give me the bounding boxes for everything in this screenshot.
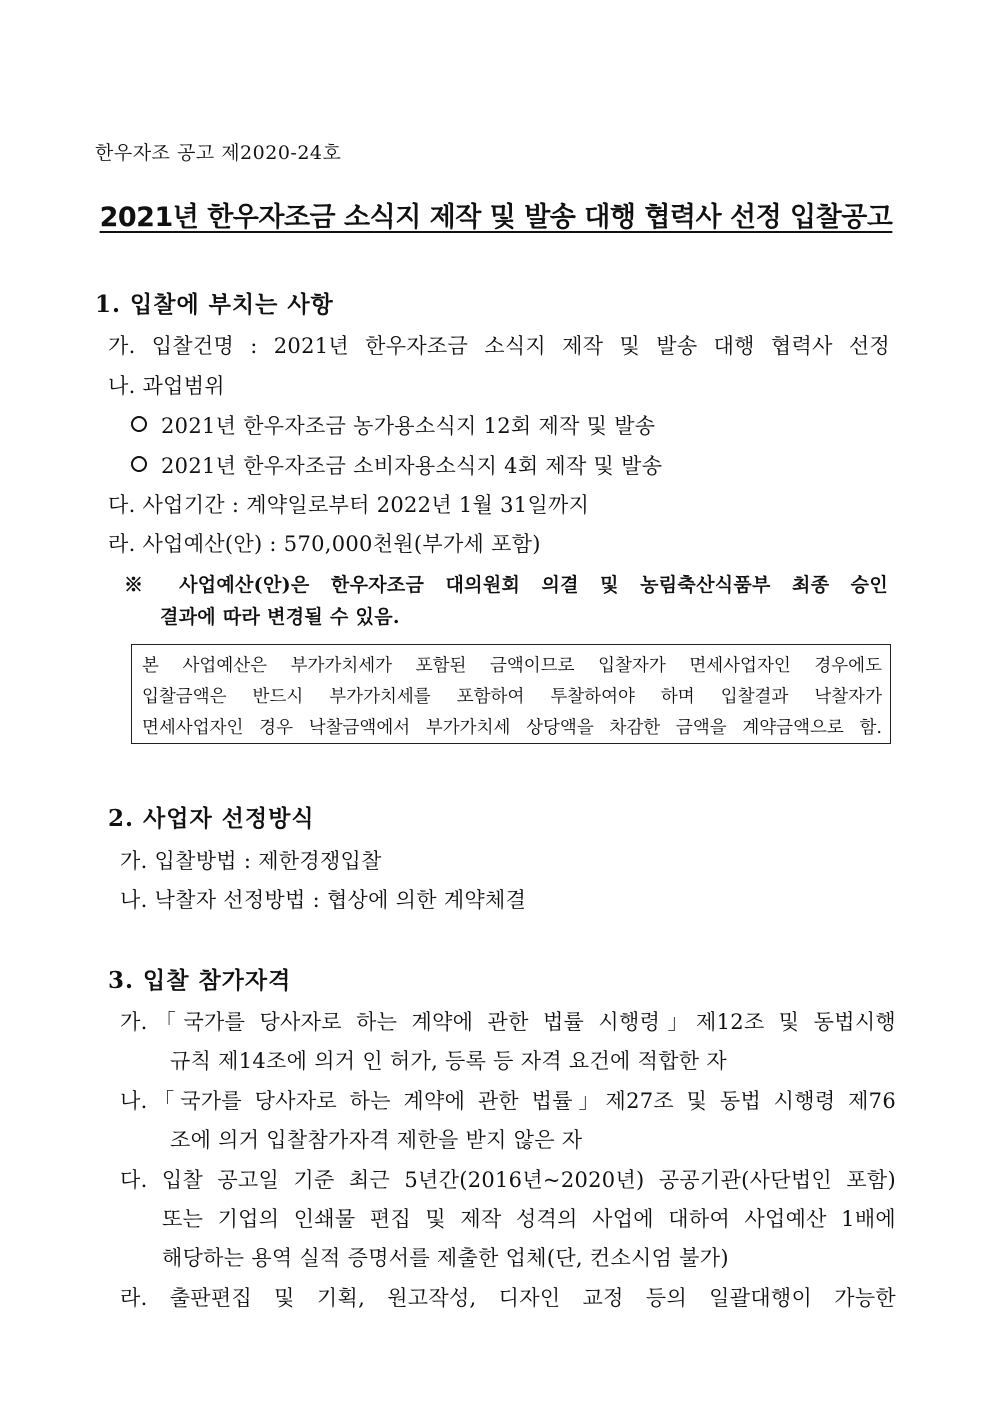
circle-bullet-icon [131,416,147,432]
section3-item-na-line2: 조에 의거 입찰참가자격 제한을 받지 않은 자 [170,1128,583,1152]
section3-item-da-line2: 또는 기업의 인쇄물 편집 및 제작 성격의 사업에 대하여 사업예산 1배에 [162,1207,896,1231]
section3-heading: 3. 입찰 참가자격 [108,967,292,994]
scope-item-2-text: 2021년 한우자조금 소비자용소식지 4회 제작 및 발송 [161,454,663,478]
section1-item-na: 나. 과업범위 [108,374,225,398]
scope-item-2 [131,450,662,480]
section2-item-ga: 가. 입찰방법 : 제한경쟁입찰 [120,849,382,873]
document-title [0,195,992,234]
budget-note-line2: 결과에 따라 변경될 수 있음. [160,606,400,628]
section3-item-da-line1: 다. 입찰 공고일 기준 최근 5년간(2016년~2020년) 공공기관(사단법인 포함) [120,1168,896,1192]
scope-item-1 [131,410,655,440]
section1-item-ra: 라. 사업예산(안) : 570,000천원(부가세 포함) [108,532,541,556]
section3-item-da-line3: 해당하는 용역 실적 증명서를 제출한 업체(단, 컨소시엄 불가) [162,1246,729,1270]
vat-notice-box [131,644,891,744]
section3-item-na-line1: 나.「국가를 당사자로 하는 계약에 관한 법률」제27조 및 동법 시행령 제76 [120,1089,896,1113]
vat-notice-line2: 입찰금액은 반드시 부가가치세를 포함하여 투찰하여야 하며 입찰결과 낙찰자가 [142,687,882,707]
section3-item-ga-line2: 규칙 제14조에 의거 인 허가, 등록 등 자격 요건에 적합한 자 [170,1049,727,1073]
vat-notice-line1: 본 사업예산은 부가가치세가 포함된 금액이므로 입찰자가 면세사업자인 경우에도 [142,656,882,676]
notice-number: 한우자조 공고 제2020-24호 [95,142,342,164]
section3-item-ga-line1: 가.「국가를 당사자로 하는 계약에 관한 법률 시행령」제12조 및 동법시행 [120,1010,896,1034]
section2-heading: 2. 사업자 선정방식 [108,805,315,832]
vat-notice-line3: 면세사업자인 경우 낙찰금액에서 부가가치세 상당액을 차감한 금액을 계약금액으로 함. [142,718,882,738]
document-title-text: 2021년 한우자조금 소식지 제작 및 발송 대행 협력사 선정 입찰공고 [99,202,893,233]
section1-item-ga: 가. 입찰건명 : 2021년 한우자조금 소식지 제작 및 발송 대행 협력사 선정 [108,334,890,358]
scope-item-1-text: 2021년 한우자조금 농가용소식지 12회 제작 및 발송 [161,414,656,438]
section1-item-da: 다. 사업기간 : 계약일로부터 2022년 1월 31일까지 [108,493,590,517]
budget-note-line1: ※ 사업예산(안)은 한우자조금 대의원회 의결 및 농림축산식품부 최종 승인 [124,574,888,596]
section3-item-ra-line1: 라. 출판편집 및 기획, 원고작성, 디자인 교정 등의 일괄대행이 가능한 [120,1286,896,1310]
circle-bullet-icon [131,456,147,472]
section1-heading: 1. 입찰에 부치는 사항 [95,291,334,318]
section2-item-na: 나. 낙찰자 선정방법 : 협상에 의한 계약체결 [120,888,527,912]
